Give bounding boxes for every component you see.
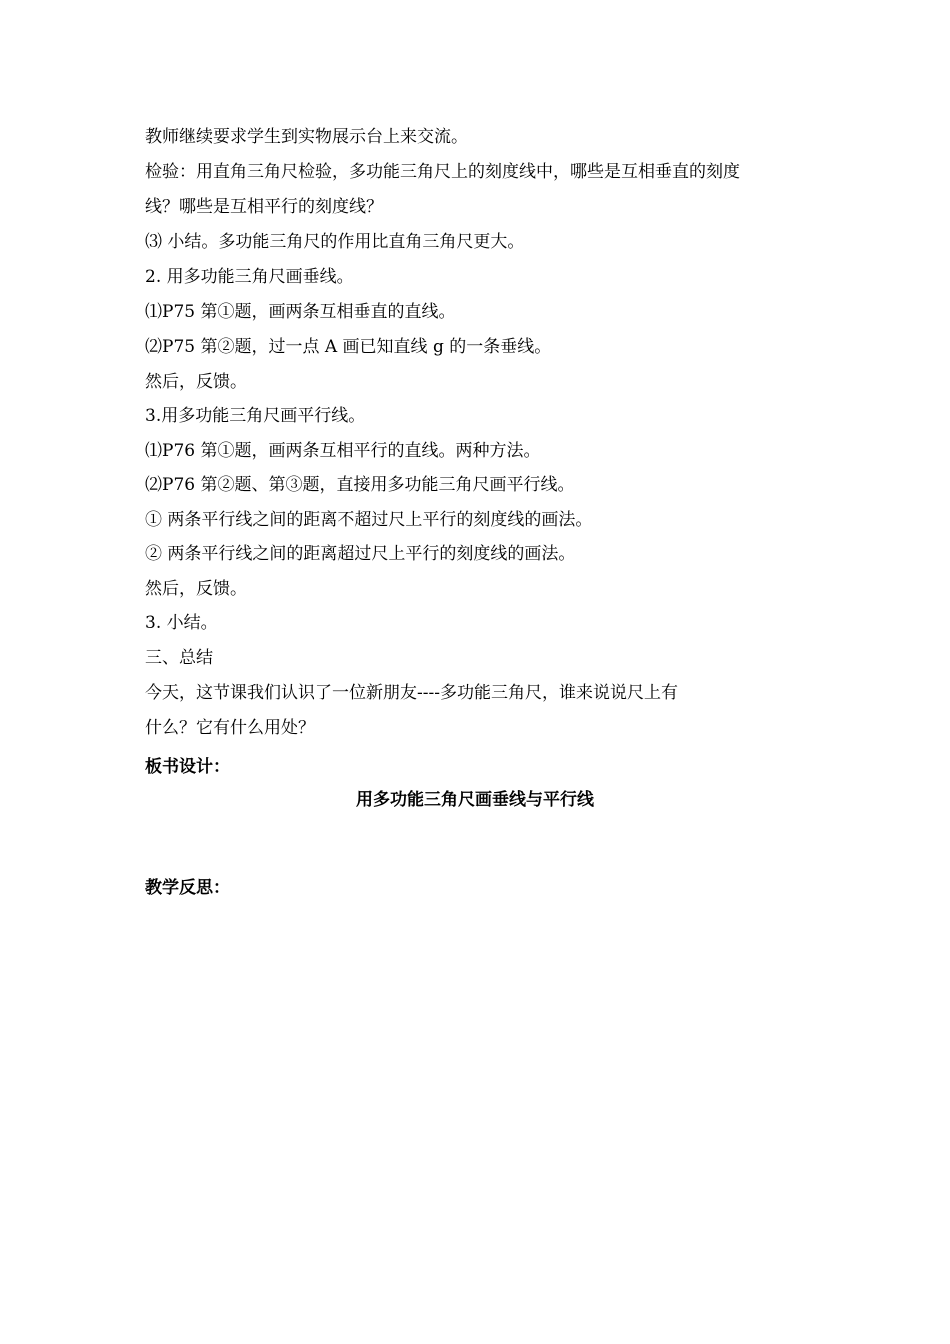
text-line: 然后，反馈。	[145, 372, 247, 392]
text-line: 3. 小结。	[145, 613, 218, 633]
text-line: ⑴P76 第①题，画两条互相平行的直线。两种方法。	[145, 441, 541, 461]
text-line: ① 两条平行线之间的距离不超过尺上平行的刻度线的画法。	[145, 510, 593, 530]
text-line: ⑵P76 第②题、第③题，直接用多功能三角尺画平行线。	[145, 475, 575, 495]
text-line: 2. 用多功能三角尺画垂线。	[145, 267, 354, 287]
text-line: 检验：用直角三角尺检验，多功能三角尺上的刻度线中，哪些是互相垂直的刻度	[145, 162, 740, 182]
board-design-title: 用多功能三角尺画垂线与平行线	[356, 790, 594, 810]
text-line: 什么？它有什么用处？	[145, 718, 315, 738]
text-line: ② 两条平行线之间的距离超过尺上平行的刻度线的画法。	[145, 544, 576, 564]
teaching-reflection-heading: 教学反思：	[145, 878, 230, 898]
text-line: 今天，这节课我们认识了一位新朋友----多功能三角尺，谁来说说尺上有	[145, 683, 678, 703]
text-line: ⑶ 小结。多功能三角尺的作用比直角三角尺更大。	[145, 232, 525, 252]
section-heading: 三、总结	[145, 648, 213, 668]
text-line: 然后，反馈。	[145, 579, 247, 599]
board-design-heading: 板书设计：	[145, 757, 230, 777]
text-line: ⑵P75 第②题，过一点 A 画已知直线 g 的一条垂线。	[145, 337, 552, 357]
text-line: 3.用多功能三角尺画平行线。	[145, 406, 366, 426]
text-line: 线？哪些是互相平行的刻度线？	[145, 197, 383, 217]
text-line: 教师继续要求学生到实物展示台上来交流。	[145, 127, 468, 147]
text-line: ⑴P75 第①题，画两条互相垂直的直线。	[145, 302, 456, 322]
